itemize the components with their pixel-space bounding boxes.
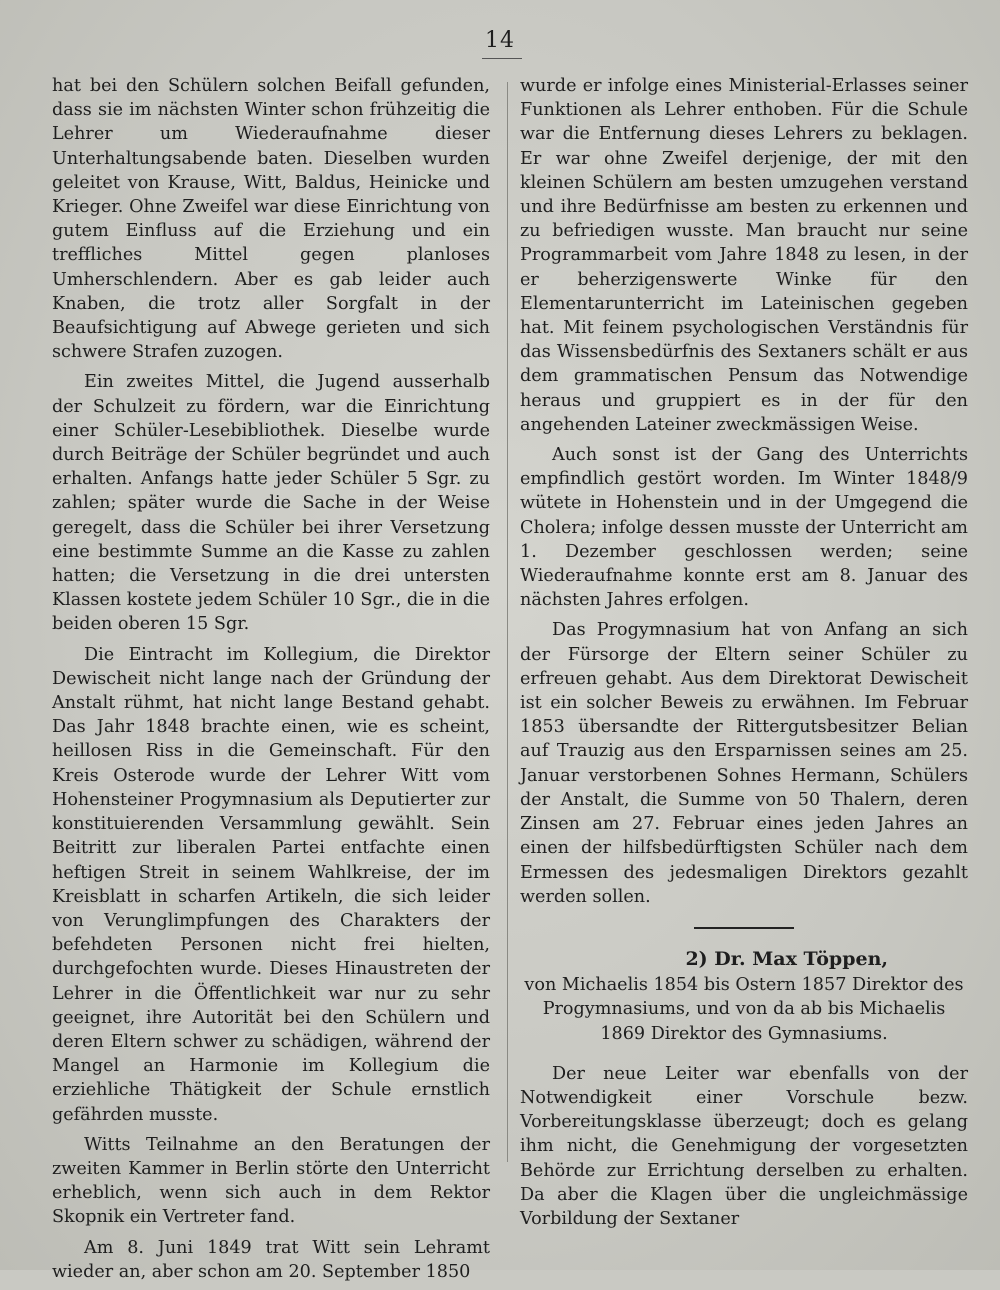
column-divider (507, 82, 508, 1162)
page-number-underline (482, 58, 522, 59)
paragraph: Witts Teilnahme an den Beratungen der zweiten Kammer in Berlin störte den Unterricht erheblich, wenn sich auch in dem Rektor Skopnik ein Vertreter fand. (52, 1134, 490, 1228)
paragraph: Der neue Leiter war ebenfalls von der Notwendigkeit einer Vorschule bezw. Vorbereitungsklasse überzeugt; doch es gelang ihm nicht, die Genehmigung der vorgesetzten Behörde zur Errichtung derselben zu erhalten. Da aber die Klagen über die ungleichmässige Vorbildung der Sextaner (520, 1063, 968, 1229)
paragraph: Ein zweites Mittel, die Jugend ausserhalb der Schulzeit zu fördern, war die Einrichtung einer Schüler-Lesebibliothek. Dieselbe wurde durch Beiträge der Schüler begründet und auch erhalten. Anfangs hatte jeder Schüler 5 Sgr. zu zahlen; später wurde die Sache in der Weise geregelt, dass die Schüler bei ihrer Versetzung eine bestimmte Summe an die Kasse zu zahlen hatten; die Versetzung in die drei untersten Klassen kostete jedem Schüler 10 Sgr., die in die beiden oberen 15 Sgr. (52, 372, 490, 635)
page-number: 14 (485, 28, 515, 53)
paragraph: hat bei den Schülern solchen Beifall gefunden, dass sie im nächsten Winter schon frühzeitig die Lehrer um Wiederaufnahme dieser Unterhaltungsabende baten. Dieselben wurden geleitet von Krause, Witt, Baldus, Heinicke und Krieger. Ohne Zweifel war diese Einrichtung von gutem Einfluss auf die Erziehung und ein treffliches Mittel gegen planloses Umherschlendern. Aber es gab leider auch Knaben, die trotz aller Sorgfalt in der Beaufsichtigung auf Abwege gerieten und sich schwere Strafen zuzogen. (52, 76, 490, 363)
right-column (520, 74, 968, 1237)
paragraph: Die Eintracht im Kollegium, die Direktor Dewischeit nicht lange nach der Gründung der Anstalt rühmt, hat nicht lange Bestand gehabt. Das Jahr 1848 brachte einen, wie es scheint, heillosen Riss in die Gemeinschaft. Für den Kreis Osterode wurde der Lehrer Witt vom Hohensteiner Progymnasium als Deputierter zur konstituierenden Versammlung gewählt. Sein Beitritt zur liberalen Partei entfachte einen heftigen Streit in seinem Wahlkreise, der im Kreisblatt in scharfen Artikeln, die sich leider von Verunglimpfungen des Charakters der befehdeten Personen nicht frei hielten, durchgefochten wurde. Dieses Hinaustreten der Lehrer in die Öffentlichkeit war nur zu sehr geeignet, ihre Autorität bei den Schülern und deren Eltern schwer zu schädigen, während der Mangel an Harmonie im Kollegium die erziehliche Thätigkeit der Schule ernstlich gefährden musste. (52, 644, 490, 1125)
left-column (52, 74, 490, 1290)
paragraph: wurde er infolge eines Ministerial-Erlasses seiner Funktionen als Lehrer enthoben. Für die Schule war die Entfernung dieses Lehrers zu beklagen. Er war ohne Zweifel derjenige, der mit den kleinen Schülern am besten umzugehen verstand und ihre Bedürfnisse am besten zu erkennen und zu befriedigen wusste. Man braucht nur seine Programmarbeit vom Jahre 1848 zu lesen, in der er beherzigenswerte Winke für den Elementarunterricht im Lateinischen gegeben hat. Mit feinem psychologischen Verständnis für das Wissensbedürfnis des Sextaners schält er aus dem grammatischen Pensum das Notwendige heraus und gruppiert es in der für den angehenden Lateiner zweckmässigen Weise. (520, 76, 968, 435)
paragraph: Am 8. Juni 1849 trat Witt sein Lehramt wieder an, aber schon am 20. September 1850 (52, 1237, 490, 1282)
paragraph: Das Progymnasium hat von Anfang an sich der Fürsorge der Eltern seiner Schüler zu erfreuen gehabt. Aus dem Direktorat Dewischeit ist ein solcher Beweis zu erwähnen. Im Februar 1853 übersandte der Rittergutsbesitzer Belian auf Trauzig aus den Ersparnissen seines am 25. Januar verstorbenen Sohnes Hermann, Schülers der Anstalt, die Summe von 50 Thalern, deren Zinsen am 27. Februar eines jeden Jahres an einen der hilfsbedürftigsten Schüler nach dem Ermessen des jedesmaligen Direktors gezahlt werden sollen. (520, 620, 968, 907)
section-description: von Michaelis 1854 bis Ostern 1857 Direktor des Progymnasiums, und von da ab bis Michaelis 1869 Direktor des Gymnasiums. (524, 975, 964, 1044)
section-divider (694, 927, 794, 929)
section-heading: 2) Dr. Max Töppen, (685, 947, 888, 970)
paragraph: Auch sonst ist der Gang des Unterrichts empfindlich gestört worden. Im Winter 1848/9 wütete in Hohenstein und in der Umgegend die Cholera; infolge dessen musste der Unterricht am 1. Dezember geschlossen werden; seine Wiederaufnahme konnte erst am 8. Januar des nächsten Jahres erfolgen. (520, 445, 968, 611)
